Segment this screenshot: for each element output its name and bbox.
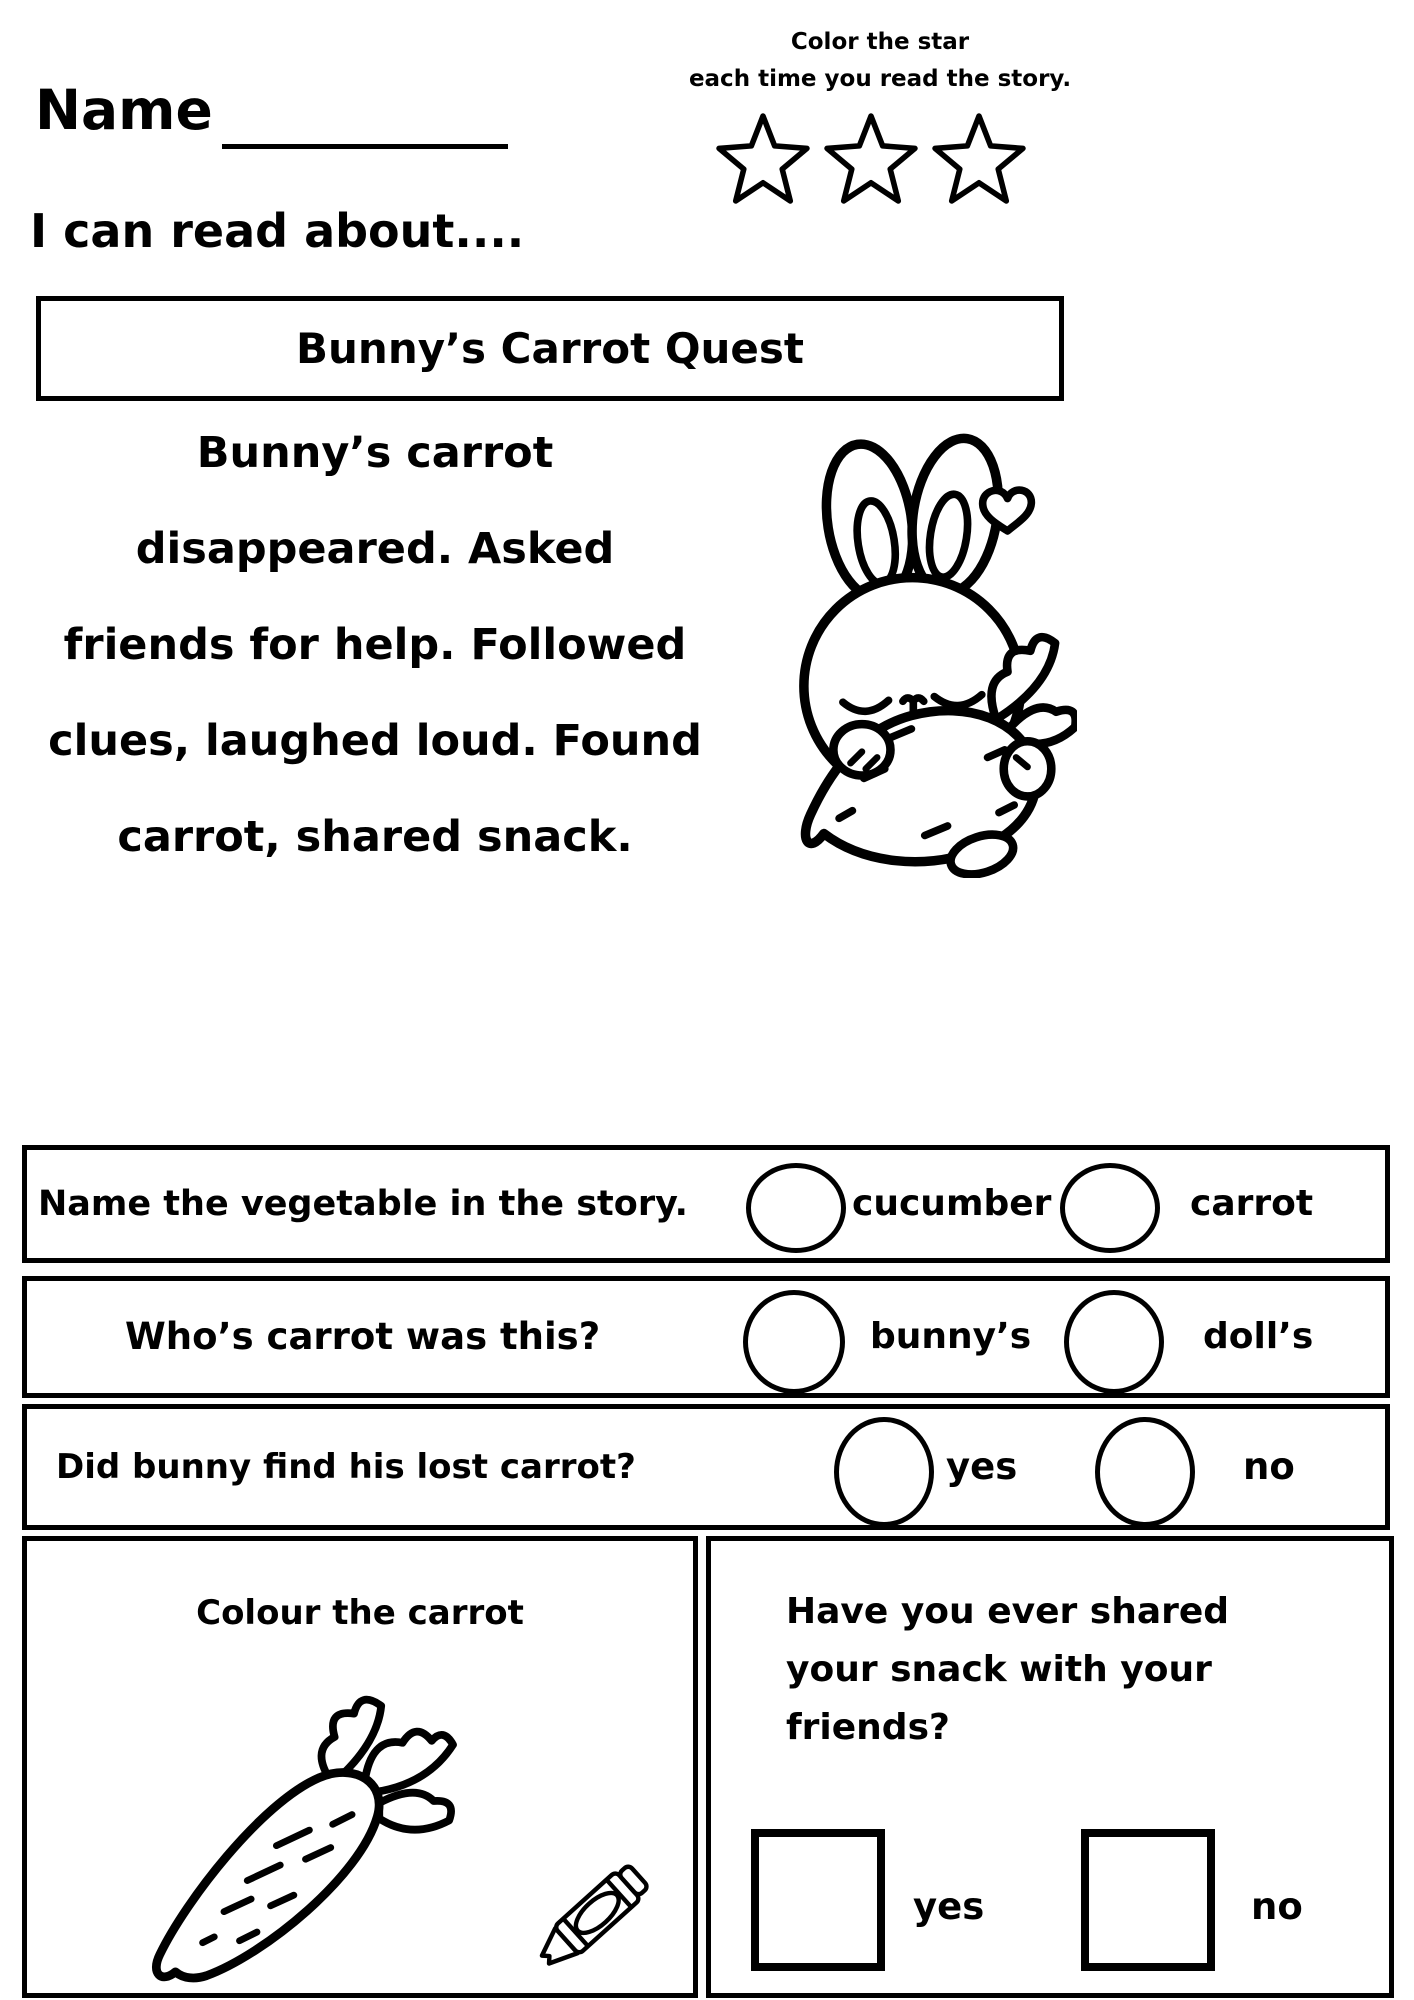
story-title: Bunny’s Carrot Quest — [296, 324, 804, 373]
name-label: Name — [35, 78, 213, 142]
story-line: clues, laughed loud. Found — [48, 716, 702, 766]
colour-panel-title: Colour the carrot — [196, 1593, 524, 1633]
story-line: carrot, shared snack. — [117, 812, 633, 862]
answer-label: carrot — [1190, 1183, 1314, 1224]
star-instruction-line2: each time you read the story. — [688, 66, 1072, 92]
story-text — [25, 405, 725, 885]
story-title-box — [36, 296, 1064, 401]
star-instruction-line1: Color the star — [790, 29, 970, 55]
reading-stars — [712, 110, 1030, 206]
share-label-no: no — [1251, 1885, 1303, 1928]
question-row-whose — [22, 1276, 1390, 1398]
answer-circle-bunnys[interactable] — [743, 1290, 845, 1394]
star-icon[interactable] — [712, 110, 814, 206]
answer-circle-carrot[interactable] — [1060, 1163, 1160, 1253]
question-prompt: Did bunny find his lost carrot? — [56, 1447, 636, 1487]
colour-carrot-panel — [22, 1536, 698, 1998]
answer-label: doll’s — [1203, 1316, 1314, 1357]
story-line: disappeared. Asked — [135, 524, 615, 574]
star-icon[interactable] — [928, 110, 1030, 206]
answer-label: bunny’s — [870, 1316, 1032, 1357]
answer-label: yes — [946, 1445, 1018, 1488]
story-line: Bunny’s carrot — [196, 428, 554, 478]
carrot-illustration[interactable] — [142, 1669, 502, 1999]
share-snack-panel — [706, 1536, 1394, 1998]
crayon-icon — [509, 1841, 684, 1991]
share-question: Have you ever shared your snack with your friends? — [786, 1591, 1230, 1748]
star-icon[interactable] — [820, 110, 922, 206]
share-checkbox-no[interactable] — [1081, 1829, 1215, 1971]
answer-circle-no[interactable] — [1095, 1417, 1195, 1527]
name-input-line[interactable] — [222, 94, 508, 149]
answer-label: cucumber — [852, 1183, 1052, 1224]
intro-heading: I can read about.... — [30, 204, 525, 258]
answer-circle-dolls[interactable] — [1064, 1290, 1164, 1394]
answer-circle-yes[interactable] — [834, 1417, 934, 1527]
share-checkbox-yes[interactable] — [751, 1829, 885, 1971]
answer-label: no — [1243, 1445, 1295, 1488]
question-row-found — [22, 1404, 1390, 1530]
share-label-yes: yes — [913, 1885, 985, 1928]
question-row-vegetable — [22, 1145, 1390, 1263]
bunny-hugging-carrot-illustration — [782, 418, 1077, 878]
story-line: friends for help. Followed — [63, 620, 687, 670]
question-prompt: Name the vegetable in the story. — [38, 1184, 688, 1224]
answer-circle-cucumber[interactable] — [746, 1163, 846, 1253]
star-instruction — [655, 24, 1105, 98]
question-prompt: Who’s carrot was this? — [125, 1315, 601, 1358]
